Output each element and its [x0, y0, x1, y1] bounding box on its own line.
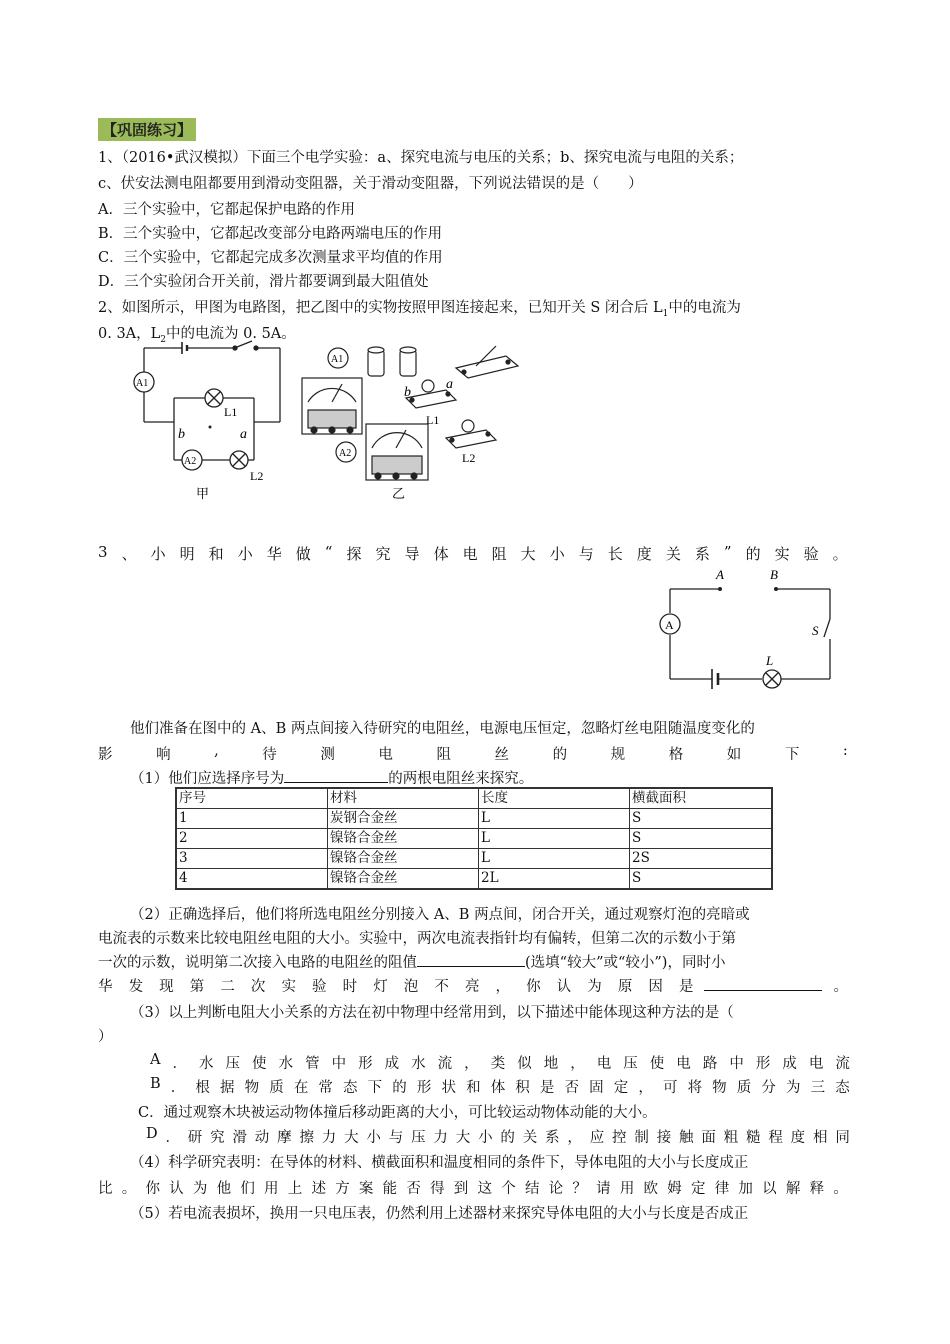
text-char: 是 [539, 1080, 555, 1096]
q3-option-c: C．通过观察木块被运动物体撞后移动距离的大小，可比较运动物体动能的大小。 [138, 1105, 657, 1121]
q3-sub2-line3: 一次的示数，说明第二次接入电路的电阻丝的阻值 (选填“较大”或“较小”)，同时小 [98, 955, 726, 971]
text-char: 度 [636, 545, 652, 563]
text-char: 力 [433, 1130, 448, 1146]
table-cell: S [630, 829, 773, 849]
q3-sub1-blank[interactable] [284, 782, 388, 783]
q3-sub2-blank2[interactable] [704, 990, 822, 991]
table-cell: 2L [479, 869, 630, 890]
text-char: 比 [98, 1181, 113, 1197]
text-char: 论 [548, 1181, 564, 1197]
text-char: 和 [466, 1080, 481, 1096]
text-char: 姆 [667, 1181, 682, 1197]
text-char: 电 [676, 1056, 691, 1072]
text-char: 和 [208, 545, 224, 563]
text-char: D [146, 1126, 158, 1142]
text-char: 常 [318, 1080, 333, 1096]
text-char: 能 [382, 1181, 398, 1197]
text-char: ” [723, 543, 732, 561]
yi-l2-label: L2 [462, 451, 476, 465]
text-char: 应 [589, 1130, 605, 1146]
text-char: ， [495, 979, 511, 995]
text-char: 在 [293, 1080, 309, 1096]
q1-option-c: C．三个实验中，它都起完成多次测量求平均值的作用 [98, 250, 443, 266]
resistance-wire-spec-table [175, 787, 773, 890]
q3-para1-cont [98, 743, 848, 764]
text-char: 小 [366, 1130, 381, 1146]
text-char: 下 [784, 747, 800, 763]
text-char: 动 [254, 1130, 270, 1146]
text-char: 做 [295, 545, 311, 563]
table-header-cell: 序号 [176, 788, 328, 809]
text-char: 探 [346, 545, 362, 563]
text-char: 形 [755, 1056, 771, 1072]
q3-sub5-line1: （5）若电流表损坏，换用一只电压表，仍然利用上述器材来探究导体电阻的大小与长度是否成正 [130, 1206, 749, 1222]
text-char: 中 [331, 1056, 347, 1072]
text-char: 中 [729, 1056, 744, 1072]
text-char: ． [170, 1080, 186, 1096]
yi-a1-label: A1 [331, 354, 344, 365]
table-cell: L [479, 829, 630, 849]
text-char: 小 [237, 545, 253, 563]
text-char: 3 [98, 543, 108, 561]
text-char: 将 [687, 1080, 703, 1096]
text-char: 制 [634, 1130, 649, 1146]
text-char: 你 [526, 979, 541, 995]
q3-sub2-line2: 电流表的示数来比较电阻丝电阻的大小。实验中，两次电流表指针均有偏转，但第二次的示数小于第 [98, 931, 736, 947]
jia-a2-label: A2 [184, 456, 197, 467]
q3-sub4-line1: （4）科学研究表明：在导体的材料、横截面积和温度相同的条件下，导体电阻的大小与长度成正 [130, 1155, 749, 1171]
text-char: 影 [98, 747, 113, 763]
text-char: 认 [169, 1181, 184, 1197]
text-char: 态 [343, 1080, 358, 1096]
text-char: 到 [453, 1181, 469, 1197]
text-char: 物 [712, 1080, 727, 1096]
text-char: 规 [610, 747, 626, 763]
text-char: 欧 [643, 1181, 659, 1197]
text-char: 质 [736, 1080, 752, 1096]
yi-caption: 乙 [392, 486, 406, 501]
text-char: 压 [411, 1130, 426, 1146]
text-char: 为 [786, 1080, 801, 1096]
text-char: 结 [524, 1181, 540, 1197]
text-char: 相 [812, 1130, 828, 1146]
text-char: 用 [619, 1181, 635, 1197]
q3-sub2-line4: 华 发 现 第 二 次 实 验 时 灯 泡 不 亮 ， 你 认 为 原 因 是 。 [98, 975, 848, 996]
table-row [176, 869, 772, 890]
text-char: 实 [281, 979, 296, 995]
text-char: 长 [607, 545, 623, 563]
text-char: 测 [320, 747, 335, 763]
text-char: 关 [522, 1130, 538, 1146]
q1-line2: c、伏安法测电阻都要用到滑动变阻器，关于滑动变阻器，下列说法错误的是（ ） [98, 176, 643, 192]
table-cell: 4 [176, 869, 328, 890]
yi-b-label: b [404, 385, 411, 400]
text-char: 否 [564, 1080, 580, 1096]
text-char: 如 [726, 747, 742, 763]
table-row [176, 809, 772, 829]
text-char: 这 [477, 1181, 492, 1197]
text-char: B [150, 1076, 161, 1092]
text-char: 路 [702, 1056, 718, 1072]
table-cell: 2S [630, 849, 773, 869]
text-char: 发 [128, 979, 144, 995]
text-char: 解 [785, 1181, 801, 1197]
text-char: 流 [835, 1056, 850, 1072]
text-char: 验 [803, 545, 819, 563]
text-char: 摩 [277, 1130, 292, 1146]
text-char: 格 [668, 747, 684, 763]
text-char: 究 [210, 1130, 225, 1146]
text-char: 擦 [299, 1130, 314, 1146]
text-char: 你 [145, 1181, 160, 1197]
table-cell: 1 [176, 809, 328, 829]
q3-sub4-line2 [98, 1177, 848, 1198]
text-char: 时 [342, 979, 358, 995]
text-char: 形 [358, 1056, 373, 1072]
table-cell: 镍铬合金丝 [328, 849, 479, 869]
text-char: ？ [572, 1181, 587, 1197]
text-char: 个 [501, 1181, 516, 1197]
q3-b-label: B [770, 567, 778, 582]
text-char: 验 [312, 979, 327, 995]
text-char: 丝 [494, 747, 510, 763]
text-char: 使 [252, 1056, 267, 1072]
text-char: ． [165, 1130, 180, 1146]
q3-sub1: （1）他们应选择序号为 的两根电阻丝来探究。 [130, 771, 534, 787]
text-char: 小 [549, 545, 565, 563]
text-char: 阻 [491, 545, 507, 563]
text-char: 为 [192, 1181, 208, 1197]
text-char: 糙 [746, 1130, 761, 1146]
text-char: 下 [367, 1080, 383, 1096]
text-char: 成 [384, 1056, 400, 1072]
text-char: 方 [335, 1181, 350, 1197]
q1-line1: 1、（2016•武汉模拟）下面三个电学实验：a、探究电流与电压的关系；b、探究电流与电阻的关系； [98, 150, 744, 166]
text-char: 亮 [464, 979, 480, 995]
table-cell: 2 [176, 829, 328, 849]
text-char: 为 [587, 979, 602, 995]
text-char: 用 [264, 1181, 279, 1197]
table-cell: 镍铬合金丝 [328, 829, 479, 849]
text-char: 述 [311, 1181, 326, 1197]
text-char: “ [324, 543, 333, 561]
text-char: 响 [156, 747, 171, 763]
text-char: 面 [701, 1130, 716, 1146]
text-char: 研 [187, 1130, 203, 1146]
text-char: 请 [596, 1181, 611, 1197]
text-char: 可 [662, 1080, 678, 1096]
text-char: 形 [416, 1080, 432, 1096]
text-char: 控 [612, 1130, 627, 1146]
jia-caption: 甲 [196, 486, 210, 501]
text-char: 。 [832, 545, 848, 563]
q2-line1: 2、如图所示，甲图为电路图，把乙图中的实物按照甲图连接起来，已知开关 S 闭合后 $L_1$中的电流为 [98, 300, 741, 319]
text-char: 系 [694, 545, 710, 563]
jia-a1-label: A1 [136, 378, 149, 389]
q3-option-d [146, 1126, 850, 1147]
text-char: 状 [441, 1080, 456, 1096]
text-char: ． [172, 1056, 187, 1072]
text-char: ， [570, 1056, 585, 1072]
text-char: 的 [745, 545, 761, 563]
q3-sub3-line2: ） [98, 1029, 113, 1045]
text-char: 积 [515, 1080, 530, 1096]
text-char: 泡 [403, 979, 419, 995]
text-char: 、 [121, 545, 137, 563]
text-char: 与 [388, 1130, 404, 1146]
q3-option-b [150, 1076, 850, 1097]
text-char: 电 [462, 545, 478, 563]
q3-l-label: L [766, 653, 774, 668]
q3-option-a [150, 1052, 850, 1073]
text-char: 第 [189, 979, 205, 995]
yi-a2-label: A2 [339, 448, 352, 459]
text-char: 物 [244, 1080, 260, 1096]
text-char: 定 [613, 1080, 629, 1096]
figure-jia-circuit [130, 340, 290, 510]
text-char: 以 [762, 1181, 777, 1197]
text-char: 的 [500, 1130, 515, 1146]
yi-a-label: a [446, 377, 453, 392]
text-char: 释 [809, 1181, 825, 1197]
text-char: 质 [269, 1080, 284, 1096]
text-char: 导 [404, 545, 420, 563]
jia-l1-label: L1 [224, 405, 238, 419]
table-cell: 镍铬合金丝 [328, 869, 479, 890]
text-char: 同 [835, 1130, 850, 1146]
text-char: 滑 [232, 1130, 247, 1146]
text-char: 究 [375, 545, 391, 563]
table-cell: S [630, 869, 773, 890]
jia-b-label: b [178, 427, 185, 442]
text-char: 案 [358, 1181, 374, 1197]
figure-yi-components [296, 340, 526, 510]
text-char: 华 [266, 545, 282, 563]
text-char: 似 [517, 1056, 532, 1072]
text-char: 成 [782, 1056, 797, 1072]
q1-option-a: A．三个实验中，它都起保护电路的作用 [98, 202, 355, 218]
text-char: 现 [159, 979, 174, 995]
table-cell: 炭钢合金丝 [328, 809, 479, 829]
text-char: 否 [406, 1181, 421, 1197]
text-char: 。 [121, 1181, 137, 1197]
text-char: ， [464, 1056, 479, 1072]
text-char: 固 [589, 1080, 604, 1096]
table-cell: 3 [176, 849, 328, 869]
text-char: 水 [278, 1056, 294, 1072]
text-char: 程 [768, 1130, 783, 1146]
table-header-cell: 长度 [479, 788, 630, 809]
table-cell: S [630, 809, 773, 829]
text-char: 上 [287, 1181, 303, 1197]
table-row [176, 829, 772, 849]
text-char: 的 [392, 1080, 407, 1096]
text-char: 根 [195, 1080, 210, 1096]
text-char: ， [638, 1080, 653, 1096]
q3-sub2-line1: （2）正确选择后，他们将所选电阻丝分别接入 A、B 两点间，闭合开关，通过观察灯泡的亮暗或 [130, 907, 750, 923]
text-char: 接 [656, 1130, 672, 1146]
text-char: 二 [220, 979, 235, 995]
text-char: 他 [216, 1181, 232, 1197]
text-char: 次 [250, 979, 266, 995]
q3-para1: 他们准备在图中的 A、B 两点间接入待研究的电阻丝，电源电压恒定，忽略灯丝电阻随温度变化的 [130, 721, 755, 737]
q3-s-label: S [812, 623, 819, 638]
text-char: 关 [665, 545, 681, 563]
table-header-cell: 材料 [328, 788, 479, 809]
text-char: 是 [678, 979, 694, 995]
text-char: 定 [690, 1181, 706, 1197]
text-char: 原 [617, 979, 633, 995]
text-char: 大 [520, 545, 536, 563]
text-char: 态 [835, 1080, 850, 1096]
q3-intro [98, 543, 848, 564]
text-char: , [214, 743, 219, 759]
text-char: 度 [790, 1130, 806, 1146]
table-header-cell: 横截面积 [630, 788, 773, 809]
text-char: 实 [774, 545, 790, 563]
q1-option-b: B．三个实验中，它都起改变部分电路两端电压的作用 [98, 226, 443, 242]
text-char: : [842, 743, 848, 759]
text-char: 灯 [373, 979, 388, 995]
text-char: 不 [434, 979, 449, 995]
text-char: 三 [810, 1080, 826, 1096]
text-char: 加 [738, 1181, 753, 1197]
q1-option-d: D．三个实验闭合开关前，滑片都要调到最大阻值处 [98, 274, 429, 290]
text-char: 触 [679, 1130, 694, 1146]
text-char: 认 [556, 979, 572, 995]
text-char: 阻 [436, 747, 451, 763]
text-char: 体 [433, 545, 449, 563]
text-char: 因 [648, 979, 663, 995]
text-char: 的 [552, 747, 568, 763]
text-char: 小 [478, 1130, 493, 1146]
text-char: 粗 [723, 1130, 739, 1146]
text-char: 待 [262, 747, 277, 763]
text-char: 水 [411, 1056, 426, 1072]
text-char: 使 [649, 1056, 665, 1072]
figure-q3-circuit [652, 565, 852, 695]
text-char: 水 [199, 1056, 214, 1072]
text-char: 地 [543, 1056, 559, 1072]
text-char: 大 [455, 1130, 471, 1146]
text-char: ， [567, 1130, 582, 1146]
text-char: 据 [219, 1080, 235, 1096]
section-title: 【巩固练习】 [98, 118, 196, 141]
q3-sub3-line1: （3）以上判断电阻大小关系的方法在初中物理中经常用到，以下描述中能体现这种方法的是（ [130, 1005, 734, 1021]
text-char: 压 [225, 1056, 241, 1072]
table-cell: L [479, 809, 630, 829]
yi-l1-label: L1 [426, 413, 440, 427]
text-char: 分 [761, 1080, 776, 1096]
jia-l2-label: L2 [250, 469, 264, 483]
q2-line2: 0. 3A，$L_2$中的电流为 0. 5A。 [98, 326, 296, 345]
text-char: 小 [150, 545, 166, 563]
text-char: 类 [490, 1056, 506, 1072]
table-row [176, 849, 772, 869]
text-char: 大 [344, 1130, 359, 1146]
table-cell: L [479, 849, 630, 869]
text-char: 系 [545, 1130, 560, 1146]
text-char: 与 [578, 545, 594, 563]
q3-a-label: A [716, 567, 724, 582]
text-char: 。 [833, 1181, 848, 1197]
text-char: 力 [321, 1130, 337, 1146]
text-char: 华 [98, 979, 113, 995]
text-char: A [150, 1052, 161, 1068]
jia-a-label: a [240, 427, 247, 442]
text-char: 体 [490, 1080, 506, 1096]
text-char: 明 [179, 545, 195, 563]
text-char: 们 [240, 1181, 255, 1197]
text-char: 电 [808, 1056, 824, 1072]
q3-sub2-blank1[interactable] [417, 966, 525, 967]
table-header-row [176, 788, 772, 809]
text-char: 律 [714, 1181, 730, 1197]
text-char: 电 [378, 747, 393, 763]
text-char: 电 [596, 1056, 612, 1072]
text-char: 管 [305, 1056, 320, 1072]
q3-meter-label: A [665, 618, 674, 632]
text-char: 流 [437, 1056, 453, 1072]
text-char: 得 [430, 1181, 445, 1197]
text-char: 压 [623, 1056, 638, 1072]
